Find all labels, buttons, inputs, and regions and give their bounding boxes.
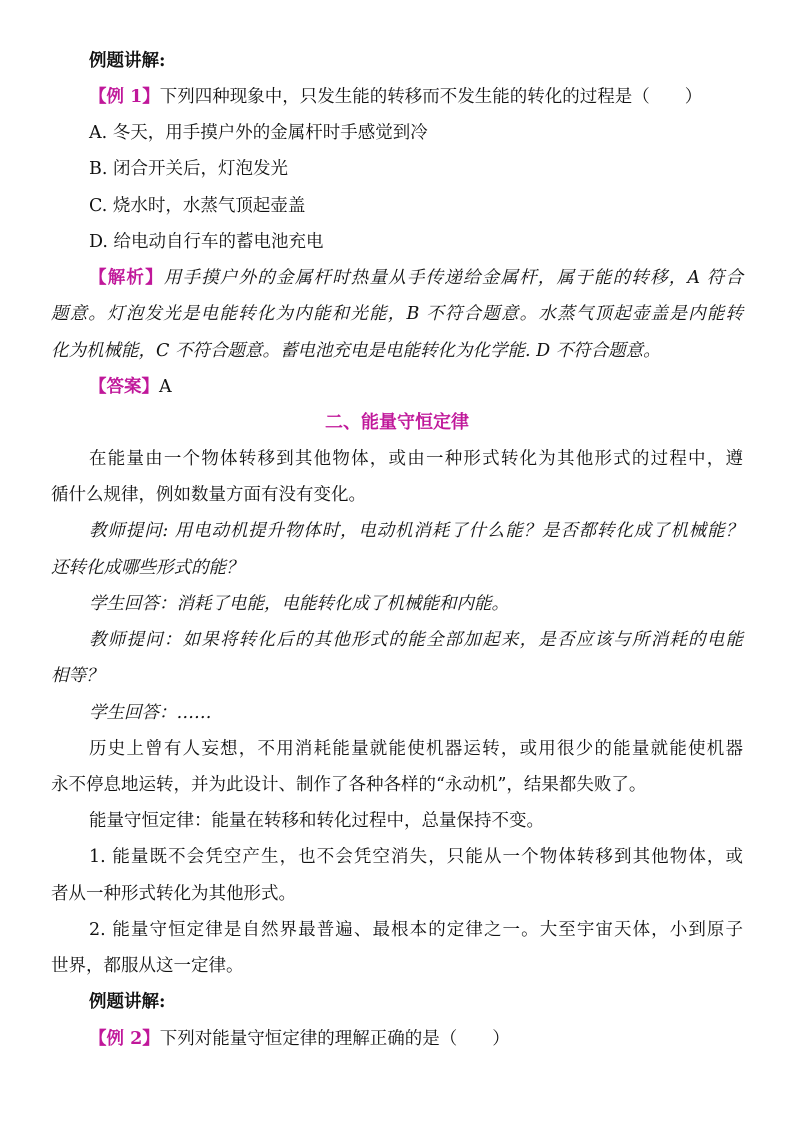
example-2-tag: 【例 2】 xyxy=(89,1029,160,1049)
teacher-question-2-line-1: 教师提问：如果将转化后的其他形式的能全部加起来，是否应该与所消耗的电能 xyxy=(89,630,743,650)
history-line-1: 历史上曾有人妄想，不用消耗能量就能使机器运转，或用很少的能量就能使机器 xyxy=(89,739,743,759)
analysis-tag: 【解析】 xyxy=(89,268,164,288)
example-1-tag: 【例 1】 xyxy=(89,87,160,107)
intro-line-1: 在能量由一个物体转移到其他物体，或由一种形式转化为其他形式的过程中，遵 xyxy=(89,449,743,469)
example-1-answer xyxy=(89,376,172,398)
example-1-analysis-line-3: 化为机械能，C 不符合题意。蓄电池充电是电能转化为化学能. D 不符合题意。 xyxy=(51,341,661,361)
analysis-text-1: 用手摸户外的金属杆时热量从手传递给金属杆，属于能的转移，A 符合 xyxy=(163,268,744,288)
example-1-analysis-line-2: 题意。灯泡发光是电能转化为内能和光能，B 不符合题意。水蒸气顶起壶盖是内能转 xyxy=(51,304,743,324)
history-line-2: 永不停息地运转，并为此设计、制作了各种各样的“永动机”，结果都失败了。 xyxy=(51,775,647,795)
teacher-question-1-line-2: 还转化成哪些形式的能？ xyxy=(51,558,244,578)
example-2-question-text: 下列对能量守恒定律的理解正确的是（ ） xyxy=(159,1029,510,1049)
example-1-option-a: A. 冬天，用手摸户外的金属杆时手感觉到冷 xyxy=(89,123,428,143)
example-1-option-b: B. 闭合开关后，灯泡发光 xyxy=(89,159,288,179)
example-1-question xyxy=(89,86,702,108)
student-answer-2: 学生回答：…… xyxy=(89,703,212,723)
teacher-question-1-line-1: 教师提问: 用电动机提升物体时，电动机消耗了什么能？是否都转化成了机械能？ xyxy=(89,521,743,541)
section-title: 二、能量守恒定律 xyxy=(325,412,469,433)
example-heading-2: 例题讲解: xyxy=(89,992,166,1012)
answer-tag: 【答案】 xyxy=(89,377,159,397)
point-2-line-2: 世界，都服从这一定律。 xyxy=(51,956,244,976)
example-heading-1: 例题讲解: xyxy=(89,51,166,71)
example-2-question xyxy=(89,1028,510,1050)
answer-value: A xyxy=(159,377,172,397)
point-1-line-2: 者从一种形式转化为其他形式。 xyxy=(51,884,296,904)
point-1-line-1: 1. 能量既不会凭空产生，也不会凭空消失，只能从一个物体转移到其他物体，或 xyxy=(89,847,743,867)
example-1-analysis-line-1 xyxy=(89,267,743,289)
teacher-question-2-line-2: 相等？ xyxy=(51,666,104,686)
intro-line-2: 循什么规律，例如数量方面有没有变化。 xyxy=(51,485,366,505)
law-definition: 能量守恒定律：能量在转移和转化过程中，总量保持不变。 xyxy=(89,811,544,831)
student-answer-1: 学生回答：消耗了电能，电能转化成了机械能和内能。 xyxy=(89,594,509,614)
example-1-question-text: 下列四种现象中，只发生能的转移而不发生能的转化的过程是（ ） xyxy=(159,87,703,107)
example-1-option-d: D. 给电动自行车的蓄电池充电 xyxy=(89,232,324,252)
point-2-line-1: 2. 能量守恒定律是自然界最普遍、最根本的定律之一。大至宇宙天体，小到原子 xyxy=(89,920,743,940)
example-1-option-c: C. 烧水时，水蒸气顶起壶盖 xyxy=(89,196,306,216)
